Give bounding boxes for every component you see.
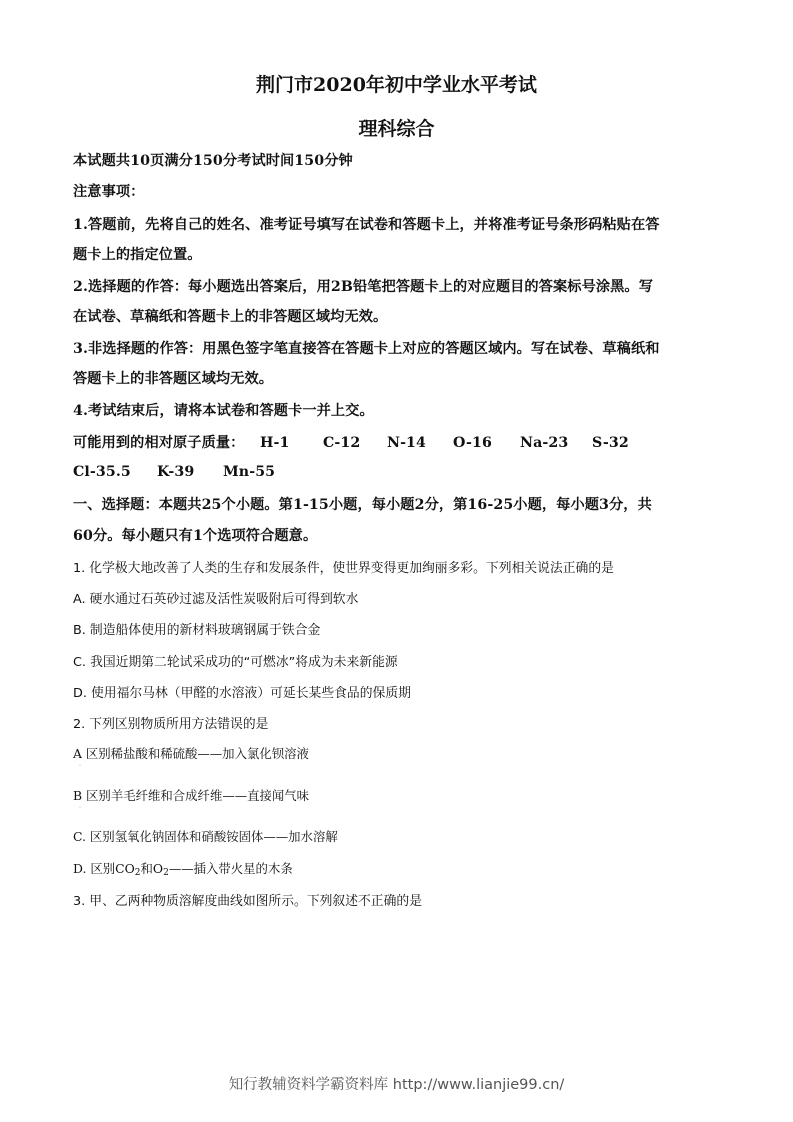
stray-dot: · bbox=[79, 763, 81, 769]
note-3-line-1: 3.非选择题的作答：用黑色签字笔直接答在答题卡上对应的答题区域内。写在试卷、草稿纸和 bbox=[73, 341, 660, 357]
subscript: 2 bbox=[163, 868, 169, 878]
question-2-option-d bbox=[73, 859, 293, 878]
atomic-mass-item: O-16 bbox=[453, 435, 492, 451]
section-heading-line-1: 一、选择题：本题共25个小题。第1-15小题，每小题2分，第16-25小题，每小题3分，共 bbox=[73, 497, 652, 513]
subscript: 2 bbox=[134, 868, 141, 878]
exam-info: 本试题共10页满分150分考试时间150分钟 bbox=[73, 153, 353, 169]
question-1-stem: 1. 化学极大地改善了人类的生存和发展条件，使世界变得更加绚丽多彩。下列相关说法正确的是 bbox=[73, 561, 614, 576]
atomic-mass-item: N-14 bbox=[387, 435, 426, 451]
question-1-option-d: D. 使用福尔马林（甲醛的水溶液）可延长某些食品的保质期 bbox=[73, 686, 411, 701]
question-1-option-b: B. 制造船体使用的新材料玻璃钢属于铁合金 bbox=[73, 623, 321, 638]
atomic-mass-label: 可能用到的相对原子质量： bbox=[73, 435, 245, 451]
page-title: 荆门市2020年初中学业水平考试 bbox=[256, 74, 537, 96]
footer-watermark: 知行教辅资料学霸资料库 http://www.lianjie99.cn/ bbox=[228, 1077, 565, 1093]
atomic-mass-row-2 bbox=[73, 464, 275, 480]
atomic-mass-item: Cl-35.5 bbox=[73, 464, 131, 480]
note-2-line-2: 在试卷、草稿纸和答题卡上的非答题区域均无效。 bbox=[73, 309, 388, 325]
section-heading-line-2: 60分。每小题只有1个选项符合题意。 bbox=[73, 528, 318, 544]
atomic-mass-item: Mn-55 bbox=[223, 464, 276, 480]
question-2-stem: 2. 下列区别物质所用方法错误的是 bbox=[73, 717, 269, 732]
question-3-stem: 3. 甲、乙两种物质溶解度曲线如图所示。下列叙述不正确的是 bbox=[73, 894, 422, 909]
notice-title: 注意事项： bbox=[73, 184, 145, 200]
page-subtitle: 理科综合 bbox=[358, 118, 435, 140]
atomic-mass-item: K-39 bbox=[157, 464, 195, 480]
option-text: D. 区别CO bbox=[73, 861, 135, 876]
question-1-option-c: C. 我国近期第二轮试采成功的“可燃冰”将成为未来新能源 bbox=[73, 655, 398, 670]
atomic-mass-item: C-12 bbox=[323, 435, 361, 451]
atomic-mass-row-1 bbox=[73, 432, 629, 452]
note-1-line-2: 题卡上的指定位置。 bbox=[73, 247, 202, 263]
option-text: ——插入带火星的木条 bbox=[168, 861, 293, 876]
atomic-mass-item: S-32 bbox=[592, 435, 629, 451]
note-1-line-1: 1.答题前，先将自己的姓名、准考证号填写在试卷和答题卡上，并将准考证号条形码粘贴在答 bbox=[73, 217, 660, 233]
option-text: 和O bbox=[140, 861, 164, 876]
question-2-option-b: B 区别羊毛纤维和合成纤维——直接闻气味 bbox=[73, 788, 310, 803]
question-2-option-a: A 区别稀盐酸和稀硫酸——加入氯化钡溶液 bbox=[73, 746, 309, 761]
question-1-option-a: A. 硬水通过石英砂过滤及活性炭吸附后可得到软水 bbox=[73, 592, 359, 607]
stray-dot: · bbox=[79, 805, 81, 811]
atomic-mass-item: Na-23 bbox=[520, 435, 569, 451]
note-4: 4.考试结束后，请将本试卷和答题卡一并上交。 bbox=[73, 403, 374, 419]
question-2-option-c: C. 区别氢氧化钠固体和硝酸铵固体——加水溶解 bbox=[73, 829, 338, 844]
note-3-line-2: 答题卡上的非答题区域均无效。 bbox=[73, 371, 274, 387]
atomic-mass-item: H-1 bbox=[260, 435, 290, 451]
note-2-line-1: 2.选择题的作答：每小题选出答案后，用2B铅笔把答题卡上的对应题目的答案标号涂黑。写 bbox=[73, 279, 654, 295]
